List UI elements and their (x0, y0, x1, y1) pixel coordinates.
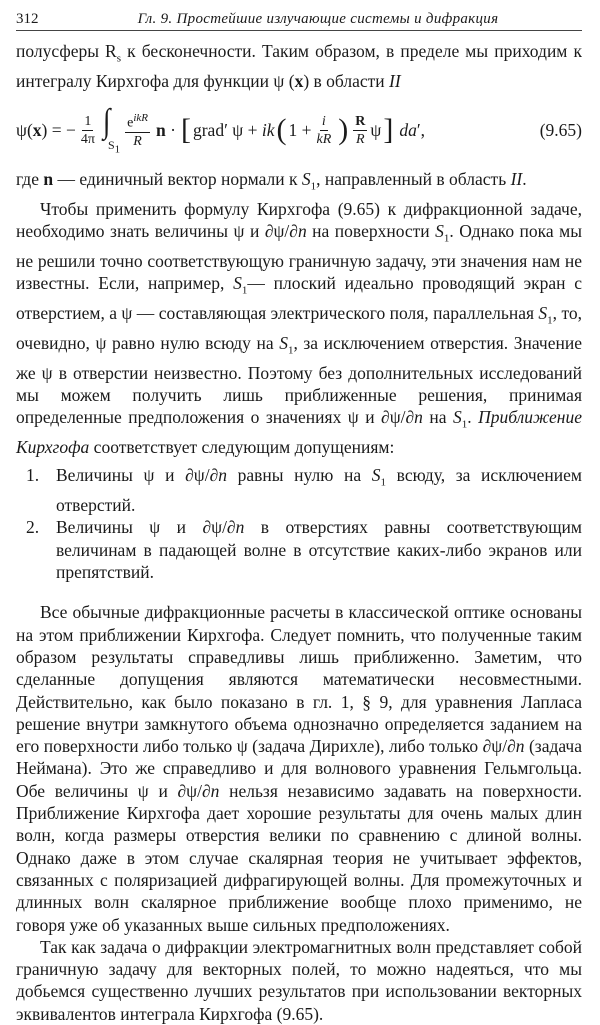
integral-limit: $S_1$ (107, 137, 121, 156)
formula-lhs: ψ(x) = − (16, 119, 76, 140)
right-paren-icon: ) (338, 113, 349, 147)
frac3-numerator: i (321, 113, 326, 129)
frac4-numerator: R (355, 113, 366, 129)
fraction-unit-vector (353, 113, 367, 148)
fraction-one-over-four-pi (79, 113, 97, 148)
frac3-denominator: kR (316, 131, 332, 147)
fraction-i-over-kr (314, 113, 333, 148)
surface-integral (102, 102, 121, 156)
running-header (16, 8, 582, 31)
paragraph-diffraction-calculations: Все обычные дифракционные расчеты в классической оптике основаны на этом приближении Кирхгофа. Следует помнить, что полученные таким образом результаты справедливы лишь приближенно. Заметим, что сделанные допущения являются математически несовместными. Действительно, как было показано в гл. 1, § 9, для уравнения Лапласа решение внутри замкнутого объема однозначно определяется заданием на его поверхности либо только ψ (задача Дирихле), либо только ∂ψ/∂n (задача Неймана). Это же справедливо и для волнового уравнения Гельмгольца. Обе величины ψ и ∂ψ/∂n нельзя независимо задавать на поверхности. Приближение Кирхгофа дает хорошие результаты для очень малых длин волн, когда размеры отверстия велики по сравнению с длиной волны. Однако даже в этом случае скалярная теория не учитывает эффектов, связанных с поляризацией дифрагирующей волны. Для промежуточных и длинных волн скалярное приближение вообще плохо применимо, не говоря уже об указанных выше сильных предположениях. (16, 602, 583, 935)
frac2-denominator: R (133, 133, 142, 149)
formula-tail: ψ (370, 119, 382, 140)
paragraph-vector-fields: Так как задача о дифракции электромагнитных волн представляет собой граничную задачу для векторных полей, то можно надеяться, что мы добьемся существенно лучших результатов при использовании векторных эквивалентов интеграла Кирхгофа (9.65). (16, 936, 582, 1024)
book-page (16, 8, 582, 1025)
integral-sign-icon: ∫ (102, 102, 111, 140)
paragraph-normal-vector: где n — единичный вектор нормали к $S_1$, направленный в область II. (16, 169, 527, 193)
left-paren-icon: ( (276, 113, 287, 147)
frac1-denominator: 4π (80, 131, 95, 147)
list-item-number: 1. (26, 465, 40, 486)
kirchhoff-integral-formula (16, 94, 582, 166)
list-item-text: Величины ψ и ∂ψ/∂n в отверстиях равны соответствующим величинам в падающей волне в отсутствие каких-либо экранов или препятствий. (56, 517, 582, 583)
assumptions-list (16, 464, 582, 583)
equation-number: (9.65) (539, 119, 582, 140)
fraction-green-function (125, 110, 150, 150)
formula-end: da′, (399, 119, 426, 140)
paragraph-gap (16, 587, 582, 601)
normal-dot: n · (156, 119, 176, 140)
page-number: 312 (16, 11, 39, 27)
list-item (16, 516, 582, 583)
formula-body (16, 102, 530, 156)
intro-text: полусферы $R_s$ к бесконечности. Таким образом, в пределе мы приходим к интегралу Кирхгофа для функции ψ (x) в области II (16, 41, 582, 91)
paragraph-kirchhoff-application: Чтобы применить формулу Кирхгофа (9.65) к дифракционной задаче, необходимо знать величины ψ и ∂ψ/∂n на поверхности $S_1$. Однако пока мы не решили точно соответствующую граничную задачу, эти значения нам не известны. Если, например, $S_1—$ плоский идеально проводящий экран с отверстием, а ψ — составляющая электрического поля, параллельная $S_1$, то, очевидно, ψ равно нулю всюду на $S_1$, за исключением отверстия. Значение же ψ в отверстии неизвестно. Поэтому без дополнительных исследований мы можем получить лишь приближенные решения, принимая определенные предположения о значениях ψ и ∂ψ/∂n на $S_1$. Приближение Кирхгофа соответствует следующим допущениям: (16, 198, 582, 458)
right-square-bracket-icon: ] (383, 113, 394, 147)
list-item-number: 2. (26, 517, 40, 538)
frac2-numerator: $e^{ikR}$ (127, 112, 149, 131)
running-title: Гл. 9. Простейшие излучающие системы и дифракция (137, 11, 499, 27)
bracket-text: grad′ ψ + ik (192, 119, 275, 140)
frac1-numerator: 1 (84, 113, 92, 129)
left-square-bracket-icon: [ (180, 113, 191, 147)
paren-one: 1 + (288, 119, 312, 140)
frac4-denominator: R (356, 131, 365, 147)
list-item-text: Величины ψ и ∂ψ/∂n равны нулю на $S_1$ всюду, за исключением отверстий. (56, 465, 582, 516)
list-item (16, 464, 582, 516)
